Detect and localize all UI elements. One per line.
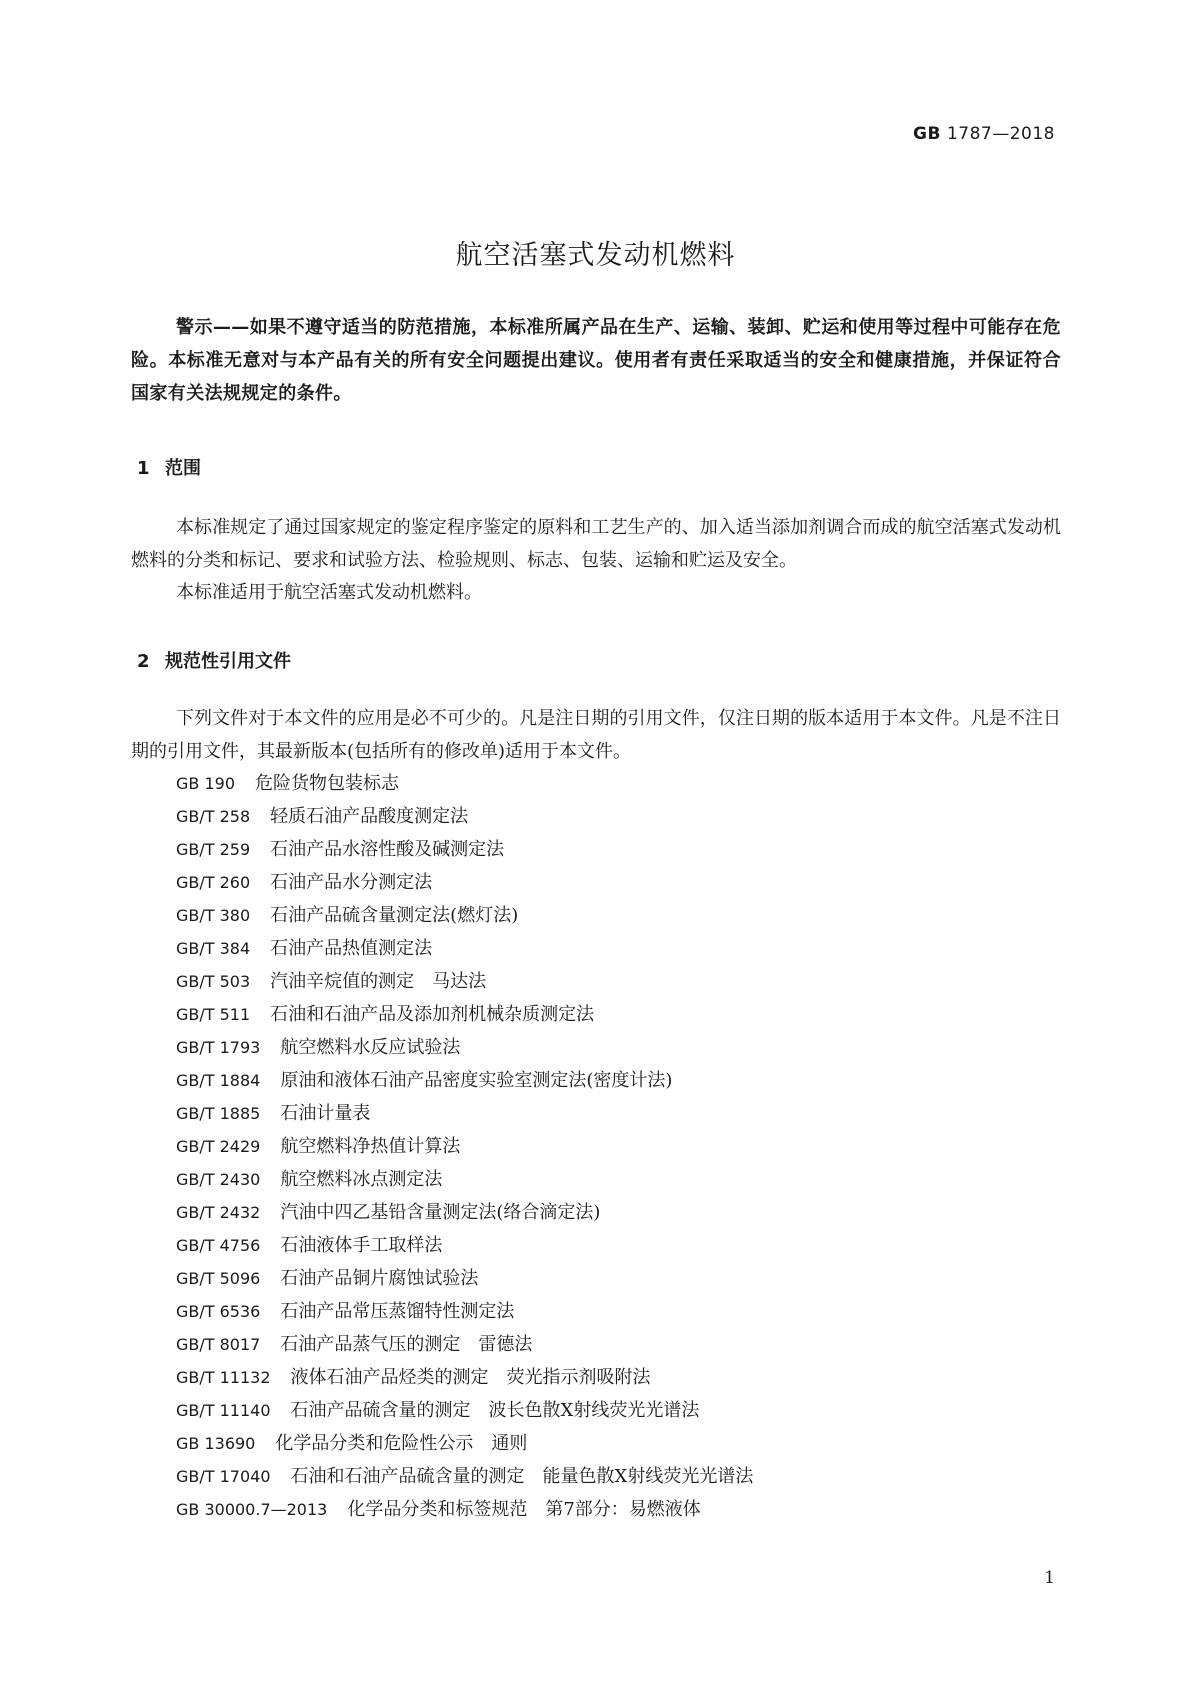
reference-code: GB/T 1885 xyxy=(176,1104,261,1123)
reference-item xyxy=(176,1097,753,1130)
reference-code: GB/T 503 xyxy=(176,972,251,991)
reference-item xyxy=(176,1493,753,1526)
reference-title: 航空燃料水反应试验法 xyxy=(280,1037,461,1058)
standard-prefix: GB xyxy=(913,124,941,144)
reference-code: GB/T 8017 xyxy=(176,1335,261,1354)
reference-title: 石油产品水分测定法 xyxy=(270,872,433,893)
standard-code: 1787—2018 xyxy=(946,124,1055,144)
reference-code: GB 13690 xyxy=(176,1434,256,1453)
reference-code: GB/T 17040 xyxy=(176,1467,271,1486)
reference-code: GB/T 11140 xyxy=(176,1401,271,1420)
reference-item xyxy=(176,1163,753,1196)
reference-title: 石油液体手工取样法 xyxy=(280,1235,443,1256)
section-title: 规范性引用文件 xyxy=(165,651,291,672)
reference-title: 石油产品蒸气压的测定 雷德法 xyxy=(280,1334,533,1355)
reference-item xyxy=(176,833,753,866)
reference-title: 石油产品热值测定法 xyxy=(270,938,433,959)
reference-title: 石油和石油产品硫含量的测定 能量色散X射线荧光光谱法 xyxy=(290,1466,754,1487)
reference-item xyxy=(176,1427,753,1460)
reference-code: GB 30000.7—2013 xyxy=(176,1500,328,1519)
scope-paragraph-1: 本标准规定了通过国家规定的鉴定程序鉴定的原料和工艺生产的、加入适当添加剂调合而成的航空活塞式发动机燃料的分类和标记、要求和试验方法、检验规则、标志、包装、运输和贮运及安全。 xyxy=(131,517,1061,571)
reference-code: GB/T 1884 xyxy=(176,1071,261,1090)
reference-title: 轻质石油产品酸度测定法 xyxy=(270,806,469,827)
section-heading-normative-references xyxy=(137,647,291,673)
reference-item xyxy=(176,932,753,965)
reference-code: GB/T 1793 xyxy=(176,1038,261,1057)
reference-code: GB/T 5096 xyxy=(176,1269,261,1288)
reference-item xyxy=(176,1262,753,1295)
document-title: 航空活塞式发动机燃料 xyxy=(455,240,736,271)
reference-item xyxy=(176,1031,753,1064)
reference-code: GB/T 2429 xyxy=(176,1137,261,1156)
reference-code: GB/T 259 xyxy=(176,840,251,859)
reference-title: 原油和液体石油产品密度实验室测定法(密度计法) xyxy=(280,1070,673,1091)
references-intro-paragraph: 下列文件对于本文件的应用是必不可少的。凡是注日期的引用文件，仅注日期的版本适用于本文件。凡是不注日期的引用文件，其最新版本(包括所有的修改单)适用于本文件。 xyxy=(131,708,1061,762)
reference-code: GB/T 511 xyxy=(176,1005,251,1024)
reference-title: 石油计量表 xyxy=(280,1103,371,1124)
reference-title: 化学品分类和标签规范 第7部分：易燃液体 xyxy=(347,1499,701,1520)
section-heading-scope xyxy=(137,454,201,480)
reference-title: 石油产品常压蒸馏特性测定法 xyxy=(280,1301,515,1322)
reference-code: GB/T 380 xyxy=(176,906,251,925)
reference-code: GB/T 2432 xyxy=(176,1203,261,1222)
reference-code: GB/T 260 xyxy=(176,873,251,892)
reference-title: 汽油辛烷值的测定 马达法 xyxy=(270,971,487,992)
reference-title: 汽油中四乙基铅含量测定法(络合滴定法) xyxy=(280,1202,601,1223)
reference-item xyxy=(176,1295,753,1328)
reference-title: 石油产品硫含量的测定 波长色散X射线荧光光谱法 xyxy=(290,1400,700,1421)
reference-code: GB/T 384 xyxy=(176,939,251,958)
reference-list xyxy=(176,767,753,1526)
reference-title: 石油产品硫含量测定法(燃灯法) xyxy=(270,905,519,926)
section-title: 范围 xyxy=(165,458,201,479)
scope-paragraph-2: 本标准适用于航空活塞式发动机燃料。 xyxy=(176,582,482,603)
reference-item xyxy=(176,1328,753,1361)
reference-title: 化学品分类和危险性公示 通则 xyxy=(275,1433,528,1454)
reference-title: 危险货物包装标志 xyxy=(255,773,399,794)
reference-item xyxy=(176,1460,753,1493)
reference-code: GB/T 258 xyxy=(176,807,251,826)
reference-title: 液体石油产品烃类的测定 荧光指示剂吸附法 xyxy=(290,1367,651,1388)
reference-item xyxy=(176,800,753,833)
reference-code: GB/T 2430 xyxy=(176,1170,261,1189)
reference-item xyxy=(176,1394,753,1427)
reference-item xyxy=(176,998,753,1031)
reference-code: GB/T 4756 xyxy=(176,1236,261,1255)
reference-item xyxy=(176,1361,753,1394)
reference-code: GB 190 xyxy=(176,774,235,793)
reference-item xyxy=(176,866,753,899)
reference-title: 石油和石油产品及添加剂机械杂质测定法 xyxy=(270,1004,595,1025)
reference-item xyxy=(176,899,753,932)
reference-code: GB/T 6536 xyxy=(176,1302,261,1321)
reference-title: 石油产品铜片腐蚀试验法 xyxy=(280,1268,479,1289)
reference-item xyxy=(176,1196,753,1229)
reference-code: GB/T 11132 xyxy=(176,1368,271,1387)
reference-item xyxy=(176,1064,753,1097)
section-number: 1 xyxy=(137,458,150,479)
reference-item xyxy=(176,767,753,800)
reference-title: 航空燃料冰点测定法 xyxy=(280,1169,443,1190)
page-number: 1 xyxy=(1044,1568,1055,1588)
reference-item xyxy=(176,965,753,998)
reference-title: 石油产品水溶性酸及碱测定法 xyxy=(270,839,505,860)
reference-title: 航空燃料净热值计算法 xyxy=(280,1136,461,1157)
warning-paragraph: 警示——如果不遵守适当的防范措施，本标准所属产品在生产、运输、装卸、贮运和使用等过程中可能存在危险。本标准无意对与本产品有关的所有安全问题提出建议。使用者有责任采取适当的安全和健康措施，并保证符合国家有关法规规定的条件。 xyxy=(131,317,1061,404)
section-number: 2 xyxy=(137,651,150,672)
reference-item xyxy=(176,1229,753,1262)
standard-number xyxy=(913,124,1055,144)
reference-item xyxy=(176,1130,753,1163)
